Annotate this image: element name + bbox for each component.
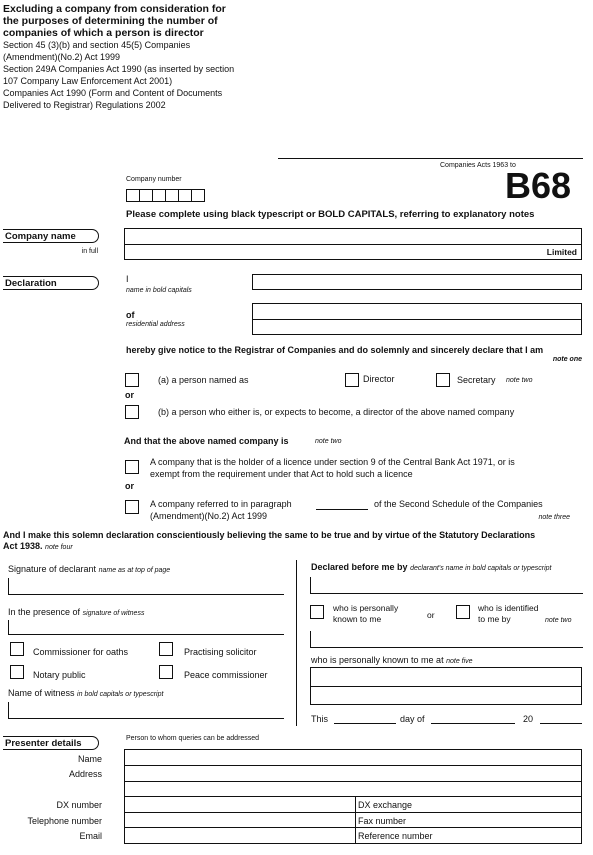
or-text-2: or	[125, 481, 134, 491]
declared-sub: declarant's name in bold capitals or typescript	[410, 565, 552, 572]
day-field[interactable]	[334, 723, 396, 724]
secretary-label: Secretary	[457, 375, 496, 385]
option-b-text: (b) a person who either is, or expects to become, a director of the above named company	[158, 407, 515, 417]
solicitor-checkbox[interactable]	[159, 642, 173, 656]
paragraph-text-1b: of the Second Schedule of the Companies	[374, 499, 543, 509]
note-five: note five	[446, 658, 473, 665]
statute-line: Companies Act 1990 (Form and Content of Documents	[3, 88, 223, 98]
company-name-input[interactable]	[124, 228, 582, 260]
option-a-checkbox[interactable]	[125, 373, 139, 387]
known-at-label	[311, 655, 473, 666]
i-label: I	[126, 274, 129, 284]
known-checkbox[interactable]	[310, 605, 324, 619]
declared-note-two: note two	[545, 617, 572, 624]
commissioner-label: Commissioner for oaths	[33, 647, 129, 657]
header-rule	[278, 158, 583, 159]
statute-line: Section 249A Companies Act 1990 (as inserted by section	[3, 64, 235, 74]
option-a-text: (a) a person named as	[158, 375, 249, 385]
known-text-1: who is personally	[333, 603, 399, 613]
email-label: Email	[79, 831, 102, 841]
person-label: Person to whom queries can be addressed	[126, 735, 260, 742]
form-title-line: the purposes of determining the number of	[3, 15, 218, 27]
or-text: or	[125, 390, 134, 400]
notice-text: hereby give notice to the Registrar of Companies and do solemnly and sincerely declare that I am	[126, 345, 544, 355]
statute-line: (Amendment)(No.2) Act 1999	[3, 52, 121, 62]
notary-checkbox[interactable]	[10, 665, 24, 679]
company-is-text: And that the above named company is	[124, 436, 289, 446]
i-sub: name in bold capitals	[126, 287, 192, 294]
licence-checkbox[interactable]	[125, 460, 139, 474]
year-label: 20	[523, 714, 534, 724]
acts-label: Companies Acts 1963 to	[440, 162, 516, 169]
known-at-input[interactable]	[310, 667, 582, 705]
paragraph-checkbox[interactable]	[125, 500, 139, 514]
telephone-input[interactable]	[126, 812, 352, 824]
fax-label: Fax number	[358, 816, 407, 826]
form-title-line: companies of which a person is director	[3, 27, 204, 39]
column-divider	[296, 560, 297, 726]
secretary-checkbox[interactable]	[436, 373, 450, 387]
statute-line: 107 Company Law Enforcement Act 2001)	[3, 76, 173, 86]
dx-number-label: DX number	[56, 800, 102, 810]
note-three: note three	[538, 514, 570, 521]
presenter-address-label: Address	[68, 769, 102, 779]
identified-by-field[interactable]	[310, 631, 583, 648]
presence-label-text: In the presence of	[8, 607, 81, 617]
limited-suffix: Limited	[546, 247, 577, 257]
form-title-line: Excluding a company from consideration for	[3, 3, 226, 15]
solemn-text-2-main: Act 1938.	[3, 541, 43, 551]
solemn-text-1: And I make this solemn declaration conscientiously believing the same to be true and by virtue of the Statutory Declarations	[3, 530, 536, 540]
reference-label: Reference number	[358, 831, 433, 841]
signature-sub: name as at top of page	[98, 567, 171, 574]
statute-line: Section 45 (3)(b) and section 45(5) Companies	[3, 40, 191, 50]
paragraph-blank[interactable]	[316, 509, 368, 510]
signature-label-text: Signature of declarant	[8, 564, 97, 574]
paragraph-text-2: (Amendment)(No.2) Act 1999	[150, 511, 268, 521]
witness-name-label	[8, 688, 163, 699]
known-at-text: who is personally known to me at	[311, 655, 444, 665]
dx-exchange-label: DX exchange	[358, 800, 413, 810]
commissioner-checkbox[interactable]	[10, 642, 24, 656]
presenter-name-label: Name	[77, 754, 102, 764]
declared-before-field[interactable]	[310, 577, 583, 594]
witness-label-text: Name of witness	[8, 688, 75, 698]
company-number-field[interactable]	[126, 189, 205, 202]
solemn-text-2	[3, 541, 73, 552]
identified-checkbox[interactable]	[456, 605, 470, 619]
dx-number-input[interactable]	[126, 797, 352, 809]
note-two: note two	[506, 377, 533, 384]
licence-text-1: A company that is the holder of a licence under section 9 of the Central Bank Act 1971, or is	[150, 457, 515, 467]
identified-text-1: who is identified	[478, 603, 539, 613]
witness-signature-field[interactable]	[8, 620, 284, 635]
declared-label-text: Declared before me by	[311, 562, 408, 572]
witness-sub: in bold capitals or typescript	[77, 691, 164, 698]
month-field[interactable]	[431, 723, 515, 724]
option-b-checkbox[interactable]	[125, 405, 139, 419]
presenter-name-input[interactable]	[126, 751, 580, 763]
day-of-label: day of	[400, 714, 425, 724]
residential-address-input[interactable]	[252, 303, 582, 335]
declared-or: or	[427, 610, 435, 620]
presenter-tab: Presenter details	[3, 736, 99, 750]
identified-text-2: to me by	[478, 614, 511, 624]
of-sub: residential address	[126, 321, 185, 328]
company-name-sub: in full	[81, 248, 98, 255]
company-number-label: Company number	[126, 176, 182, 183]
year-field[interactable]	[540, 723, 582, 724]
form-header	[3, 3, 293, 111]
signature-label	[8, 564, 170, 575]
company-name-tab: Company name	[3, 229, 99, 243]
solicitor-label: Practising solicitor	[184, 647, 257, 657]
director-checkbox[interactable]	[345, 373, 359, 387]
licence-text-2: exempt from the requirement under that Act to hold such a licence	[150, 469, 413, 479]
peace-label: Peace commissioner	[184, 670, 268, 680]
instruction-text: Please complete using black typescript or BOLD CAPITALS, referring to explanatory notes	[126, 209, 535, 220]
notary-label: Notary public	[33, 670, 86, 680]
telephone-label: Telephone number	[27, 816, 102, 826]
signature-field[interactable]	[8, 578, 284, 595]
note-two-b: note two	[315, 438, 342, 445]
witness-name-field[interactable]	[8, 702, 284, 719]
peace-checkbox[interactable]	[159, 665, 173, 679]
declarant-name-input[interactable]	[252, 274, 582, 290]
of-label: of	[126, 310, 135, 320]
presence-sub: signature of witness	[82, 610, 145, 617]
director-label: Director	[363, 374, 395, 384]
this-label: This	[311, 714, 329, 724]
email-input[interactable]	[126, 828, 352, 840]
declaration-tab: Declaration	[3, 276, 99, 290]
known-text-2: known to me	[333, 614, 382, 624]
presence-label	[8, 607, 144, 618]
presenter-address-input[interactable]	[126, 766, 580, 794]
form-code: B68	[505, 165, 572, 206]
declared-label	[311, 562, 551, 573]
paragraph-text-1a: A company referred to in paragraph	[150, 499, 292, 509]
note-one: note one	[552, 356, 582, 363]
note-four: note four	[45, 544, 73, 551]
statute-line: Delivered to Registrar) Regulations 2002	[3, 100, 166, 110]
